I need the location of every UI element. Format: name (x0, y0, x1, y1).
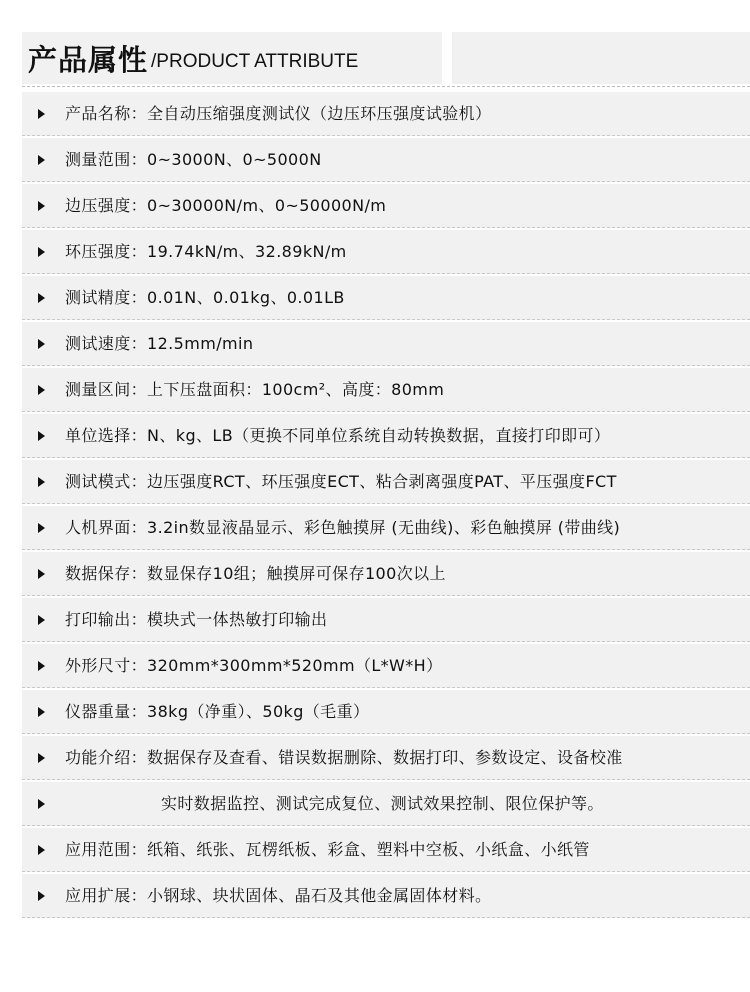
attribute-row-edge-crush (22, 184, 750, 228)
attribute-text (65, 644, 443, 688)
attribute-list (22, 92, 750, 920)
attribute-text (65, 874, 491, 918)
attribute-text (65, 552, 446, 596)
attribute-separator: ： (130, 840, 148, 859)
section-title: 产品属性 (28, 43, 149, 77)
bullet-arrow-icon (38, 845, 45, 855)
attribute-separator: ： (130, 518, 148, 537)
bullet-arrow-icon (38, 109, 45, 119)
attribute-text (65, 506, 620, 550)
attribute-label: 边压强度 (65, 196, 131, 215)
attribute-row-applications (22, 828, 750, 872)
attribute-text (161, 782, 604, 826)
bullet-arrow-icon (38, 707, 45, 717)
attribute-row-units (22, 414, 750, 458)
attribute-separator: ： (130, 564, 148, 583)
attribute-separator: ： (130, 242, 148, 261)
attribute-value: 3.2in数显液晶显示、彩色触摸屏 (无曲线)、彩色触摸屏 (带曲线) (147, 518, 621, 537)
attribute-text (65, 368, 444, 412)
attribute-row-functions-continued (22, 782, 750, 826)
attribute-row-measure-range (22, 138, 750, 182)
attribute-row-functions (22, 736, 750, 780)
attribute-row-ring-crush (22, 230, 750, 274)
attribute-separator: ： (130, 472, 148, 491)
attribute-label: 数据保存 (65, 564, 131, 583)
section-header (28, 36, 358, 80)
attribute-text (65, 92, 491, 136)
attribute-separator: ： (130, 610, 148, 629)
bullet-arrow-icon (38, 891, 45, 901)
header-divider (22, 86, 750, 87)
attribute-text (65, 460, 617, 504)
attribute-value: 数据保存及查看、错误数据删除、数据打印、参数设定、设备校准 (147, 748, 623, 767)
attribute-label: 测量区间 (65, 380, 131, 399)
attribute-separator: ： (130, 426, 148, 445)
header-background-right (452, 32, 750, 84)
attribute-label: 仪器重量 (65, 702, 131, 721)
attribute-label: 环压强度 (65, 242, 131, 261)
bullet-arrow-icon (38, 661, 45, 671)
attribute-text (65, 828, 590, 872)
attribute-text (65, 184, 386, 228)
bullet-arrow-icon (38, 293, 45, 303)
attribute-separator: ： (130, 104, 148, 123)
attribute-text (65, 322, 253, 366)
attribute-separator: ： (130, 150, 148, 169)
attribute-row-data-storage (22, 552, 750, 596)
attribute-value: 0.01N、0.01kg、0.01LB (147, 288, 345, 307)
attribute-label: 功能介绍 (65, 748, 131, 767)
attribute-row-test-modes (22, 460, 750, 504)
attribute-label: 打印输出 (65, 610, 131, 629)
attribute-value: 模块式一体热敏打印输出 (147, 610, 328, 629)
attribute-separator: ： (130, 380, 148, 399)
attribute-label: 产品名称 (65, 104, 131, 123)
attribute-text (65, 276, 345, 320)
attribute-separator: ： (130, 886, 148, 905)
attribute-label: 单位选择 (65, 426, 131, 445)
attribute-row-speed (22, 322, 750, 366)
attribute-label: 外形尺寸 (65, 656, 131, 675)
bullet-arrow-icon (38, 431, 45, 441)
attribute-value: N、kg、LB（更换不同单位系统自动转换数据，直接打印即可） (147, 426, 611, 445)
attribute-row-interface (22, 506, 750, 550)
attribute-text (65, 598, 327, 642)
attribute-value: 实时数据监控、测试完成复位、测试效果控制、限位保护等。 (161, 794, 604, 813)
attribute-separator: ： (130, 288, 148, 307)
attribute-row-extended-applications (22, 874, 750, 918)
attribute-text (65, 736, 623, 780)
attribute-text (65, 690, 369, 734)
bullet-arrow-icon (38, 201, 45, 211)
bullet-arrow-icon (38, 753, 45, 763)
attribute-separator: ： (130, 196, 148, 215)
attribute-row-product-name (22, 92, 750, 136)
bullet-arrow-icon (38, 385, 45, 395)
attribute-row-print-output (22, 598, 750, 642)
section-subtitle: /PRODUCT ATTRIBUTE (151, 51, 359, 72)
attribute-value: 数显保存10组；触摸屏可保存100次以上 (147, 564, 446, 583)
attribute-row-precision (22, 276, 750, 320)
bullet-arrow-icon (38, 799, 45, 809)
attribute-label: 测试模式 (65, 472, 131, 491)
attribute-text (65, 414, 610, 458)
attribute-value: 320mm*300mm*520mm（L*W*H） (147, 656, 443, 675)
attribute-text (65, 138, 322, 182)
attribute-label: 测试精度 (65, 288, 131, 307)
attribute-separator: ： (130, 656, 148, 675)
attribute-value: 上下压盘面积：100cm²、高度：80mm (147, 380, 445, 399)
attribute-separator: ： (130, 334, 148, 353)
attribute-label: 测试速度 (65, 334, 131, 353)
bullet-arrow-icon (38, 477, 45, 487)
bullet-arrow-icon (38, 523, 45, 533)
attribute-value: 小钢球、块状固体、晶石及其他金属固体材料。 (147, 886, 492, 905)
bullet-arrow-icon (38, 247, 45, 257)
attribute-value: 全自动压缩强度测试仪（边压环压强度试验机） (147, 104, 492, 123)
attribute-value: 边压强度RCT、环压强度ECT、粘合剥离强度PAT、平压强度FCT (147, 472, 617, 491)
bullet-arrow-icon (38, 155, 45, 165)
attribute-separator: ： (130, 702, 148, 721)
attribute-label: 应用范围 (65, 840, 131, 859)
attribute-row-weight (22, 690, 750, 734)
attribute-value: 38kg（净重）、50kg（毛重） (147, 702, 370, 721)
attribute-row-measure-area (22, 368, 750, 412)
bullet-arrow-icon (38, 615, 45, 625)
attribute-value: 0~30000N/m、0~50000N/m (147, 196, 387, 215)
attribute-label: 测量范围 (65, 150, 131, 169)
attribute-label: 人机界面 (65, 518, 131, 537)
bullet-arrow-icon (38, 569, 45, 579)
attribute-separator: ： (130, 748, 148, 767)
attribute-value: 纸箱、纸张、瓦楞纸板、彩盒、塑料中空板、小纸盒、小纸管 (147, 840, 590, 859)
attribute-label: 应用扩展 (65, 886, 131, 905)
attribute-text (65, 230, 347, 274)
bullet-arrow-icon (38, 339, 45, 349)
attribute-value: 19.74kN/m、32.89kN/m (147, 242, 347, 261)
attribute-value: 0~3000N、0~5000N (147, 150, 322, 169)
attribute-value: 12.5mm/min (147, 334, 254, 353)
attribute-row-dimensions (22, 644, 750, 688)
